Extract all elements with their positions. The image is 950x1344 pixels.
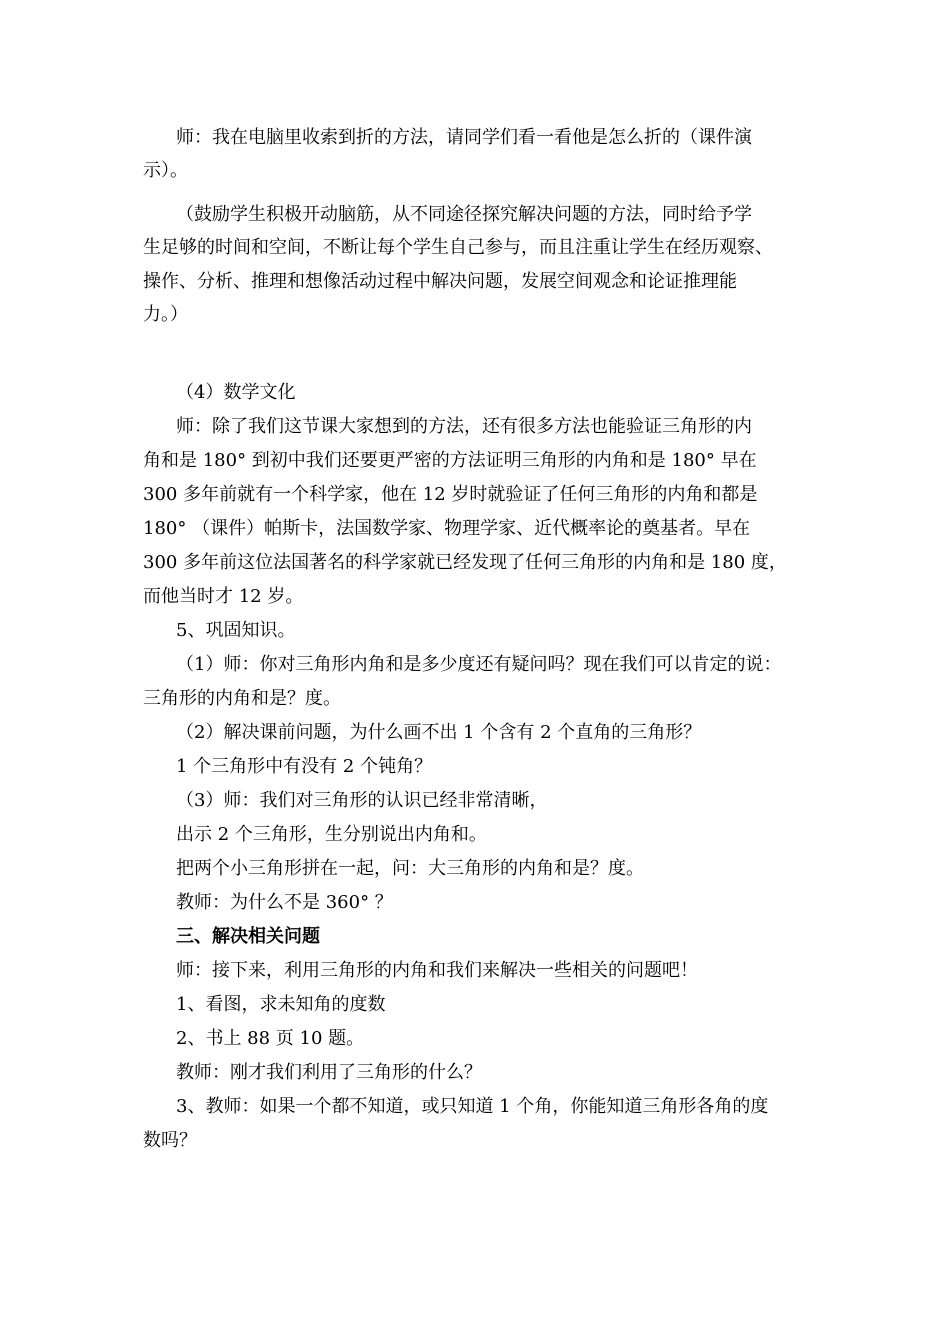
paragraph-line: 力。） xyxy=(143,304,188,325)
paragraph-line: 教师：刚才我们利用了三角形的什么？ xyxy=(176,1062,482,1083)
paragraph-line: 示）。 xyxy=(143,160,188,181)
paragraph-line: 5、巩固知识。 xyxy=(176,620,296,641)
paragraph-line: 1 个三角形中有没有 2 个钝角？ xyxy=(176,756,433,777)
section-heading: 三、解决相关问题 xyxy=(176,926,320,947)
paragraph-line: 3、教师：如果一个都不知道，或只知道 1 个角，你能知道三角形各角的度 xyxy=(176,1096,769,1117)
paragraph-line: 把两个小三角形拼在一起，问：大三角形的内角和是？度。 xyxy=(176,858,644,879)
paragraph-line: 三角形的内角和是？度。 xyxy=(143,688,341,709)
paragraph-line: 300 多年前就有一个科学家，他在 12 岁时就验证了任何三角形的内角和都是 xyxy=(143,484,758,505)
paragraph-line: 师：除了我们这节课大家想到的方法，还有很多方法也能验证三角形的内 xyxy=(176,416,752,437)
paragraph-line: 数吗？ xyxy=(143,1130,197,1151)
paragraph-line: （2）解决课前问题，为什么画不出 1 个含有 2 个直角的三角形？ xyxy=(176,722,702,743)
paragraph-line: （鼓励学生积极开动脑筋，从不同途径探究解决问题的方法，同时给予学 xyxy=(176,204,752,225)
paragraph-line: 180° （课件）帕斯卡，法国数学家、物理学家、近代概率论的奠基者。早在 xyxy=(143,518,751,539)
paragraph-line: 教师：为什么不是 360° ？ xyxy=(176,892,393,913)
paragraph-line: （1）师：你对三角形内角和是多少度还有疑问吗？现在我们可以肯定的说： xyxy=(176,654,782,675)
paragraph-line: 300 多年前这位法国著名的科学家就已经发现了任何三角形的内角和是 180 度， xyxy=(143,552,787,573)
paragraph-line: 生足够的时间和空间，不断让每个学生自己参与，而且注重让学生在经历观察、 xyxy=(143,237,773,258)
paragraph-line: 1、看图，求未知角的度数 xyxy=(176,994,386,1015)
paragraph-line: 师：接下来，利用三角形的内角和我们来解决一些相关的问题吧！ xyxy=(176,960,698,981)
paragraph-line: 而他当时才 12 岁。 xyxy=(143,586,304,607)
paragraph-line: （3）师：我们对三角形的认识已经非常清晰， xyxy=(176,790,548,811)
section-heading: （4）数学文化 xyxy=(176,382,296,403)
paragraph-line: 操作、分析、推理和想像活动过程中解决问题，发展空间观念和论证推理能 xyxy=(143,271,737,292)
paragraph-line: 2、书上 88 页 10 题。 xyxy=(176,1028,365,1049)
paragraph-line: 角和是 180° 到初中我们还要更严密的方法证明三角形的内角和是 180° 早在 xyxy=(143,450,757,471)
paragraph-line: 出示 2 个三角形，生分别说出内角和。 xyxy=(176,824,487,845)
paragraph-line: 师：我在电脑里收索到折的方法，请同学们看一看他是怎么折的（课件演 xyxy=(176,127,752,148)
